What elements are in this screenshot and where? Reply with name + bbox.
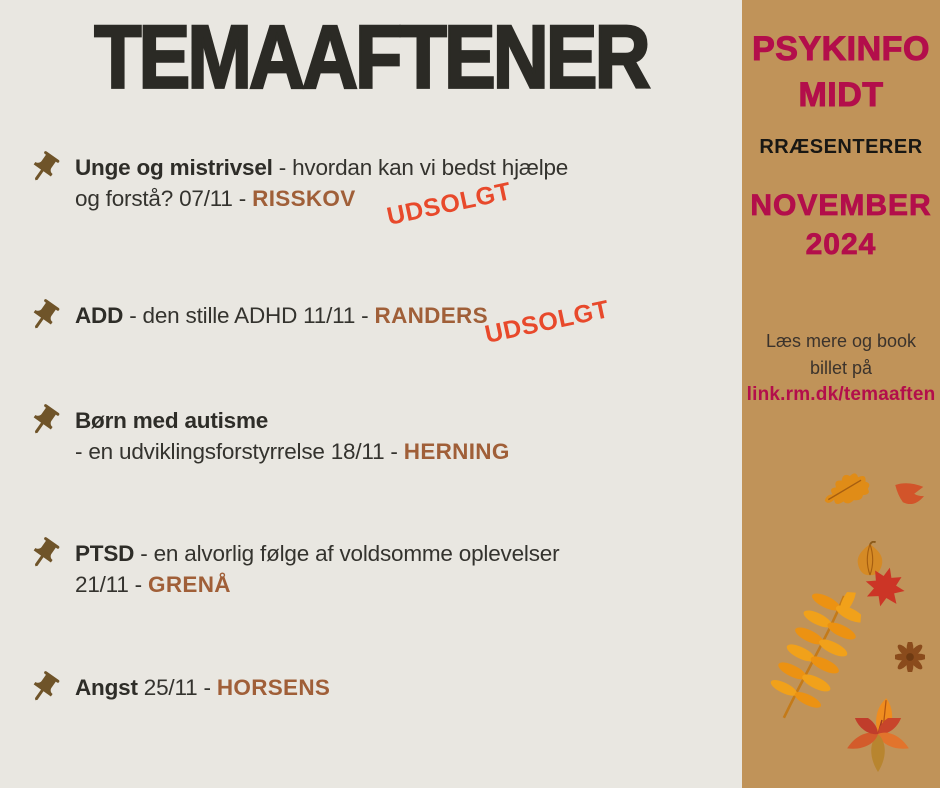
- event-description: 21/11 -: [75, 572, 149, 597]
- event-text: [75, 300, 716, 331]
- event-description: - hvordan kan vi bedst hjælpe: [272, 155, 569, 180]
- event-ptsd: [26, 538, 716, 600]
- month-year: [742, 186, 940, 264]
- event-text: [75, 672, 716, 703]
- event-location: GRENÅ: [148, 572, 231, 597]
- booking-link[interactable]: link.rm.dk/temaaften: [746, 384, 936, 405]
- brand-title: [742, 26, 940, 118]
- pushpin-icon: [19, 291, 69, 341]
- presents-label: RRÆSENTERER: [759, 136, 923, 158]
- event-add: [26, 295, 716, 349]
- event-location: RISSKOV: [252, 186, 356, 211]
- sold-out-stamp: UDSOLGT: [482, 295, 612, 349]
- brand-line2: MIDT: [798, 76, 884, 114]
- event-line: [75, 538, 716, 569]
- event-line: [75, 152, 716, 183]
- event-location: RANDERS: [374, 303, 488, 328]
- year-label: 2024: [805, 228, 877, 261]
- pushpin-icon: [19, 396, 69, 446]
- torn-leaf-image: [890, 479, 928, 511]
- event-description: - en udviklingsforstyrrelse 18/11 -: [75, 439, 404, 464]
- event-topic: ADD: [75, 303, 124, 328]
- event-description: 25/11 -: [137, 675, 217, 700]
- maple-leaf-image: [859, 562, 911, 611]
- star-anise-image: [895, 642, 925, 672]
- oak-leaf-image: [815, 461, 877, 515]
- event-unge-og-mistrivsel: [26, 152, 716, 231]
- event-description: og forstå? 07/11 -: [75, 186, 253, 211]
- event-topic: Børn med autisme: [75, 408, 269, 433]
- cta-line1: Læs mere og book: [765, 331, 917, 351]
- month-label: NOVEMBER: [750, 189, 932, 222]
- event-line: [75, 436, 716, 467]
- event-text: [75, 538, 716, 600]
- event-angst: [26, 672, 716, 703]
- event-topic: Angst: [75, 675, 138, 700]
- pushpin-icon: [19, 663, 69, 713]
- creeper-leaf-image: [838, 718, 918, 788]
- cta-text: [742, 328, 940, 382]
- event-line: [75, 672, 716, 703]
- rowan-leaf-image: [767, 587, 862, 727]
- event-line: [75, 569, 716, 600]
- event-description: - den stille ADHD 11/11 -: [123, 303, 375, 328]
- event-topic: PTSD: [75, 541, 135, 566]
- pushpin-icon: [19, 143, 69, 193]
- event-line: [75, 300, 716, 331]
- event-topic: Unge og mistrivsel: [75, 155, 273, 180]
- event-location: HERNING: [403, 439, 510, 464]
- poster-title: TEMAAFTENER: [94, 7, 648, 107]
- event-location: HORSENS: [216, 675, 331, 700]
- cta-line2: billet på: [809, 358, 873, 378]
- event-text: [75, 405, 716, 467]
- sidebar: [742, 0, 940, 788]
- brand-line1: PSYKINFO: [752, 30, 930, 68]
- event-boern-med-autisme: [26, 405, 716, 467]
- event-line: [75, 405, 716, 436]
- pushpin-icon: [19, 529, 69, 579]
- sold-out-stamp: UDSOLGT: [384, 177, 514, 231]
- event-description: - en alvorlig følge af voldsomme oplevelser: [134, 541, 560, 566]
